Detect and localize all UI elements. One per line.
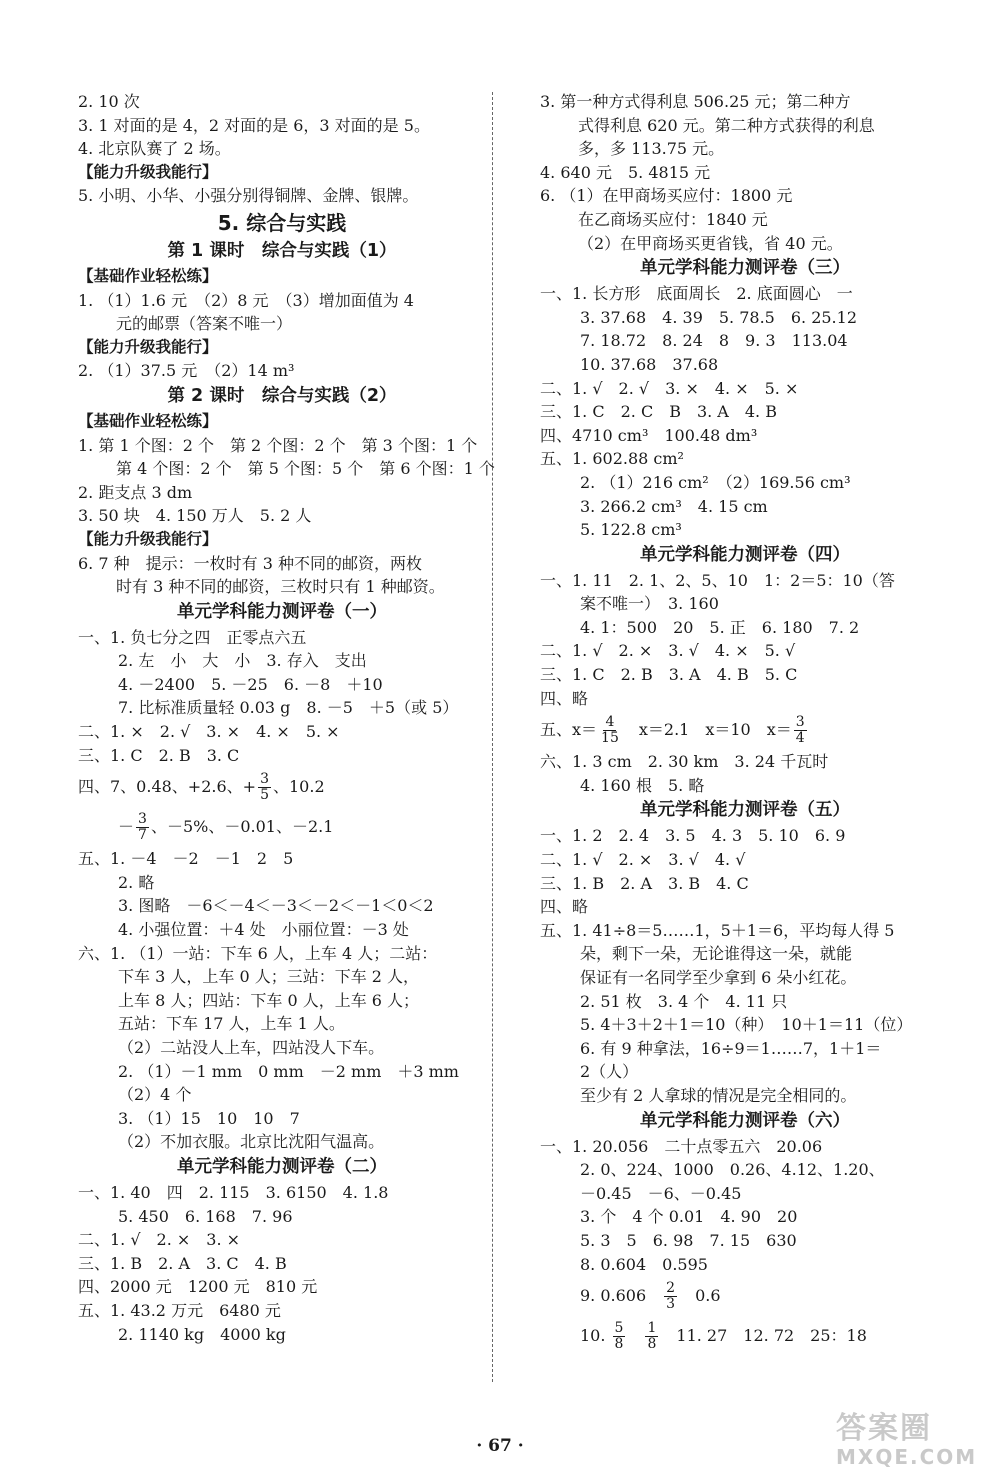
answer-line: 二、1. √ 2. × 3. ×: [78, 1230, 241, 1250]
section-heading: 5. 综合与实践: [217, 210, 347, 235]
fraction: [258, 772, 271, 803]
answer-line: 五、1. 602.88 cm²: [540, 449, 684, 469]
answer-line: 元的邮票（答案不唯一）: [116, 314, 293, 334]
answer-line: 2. 左 小 大 小 3. 存入 支出: [118, 651, 367, 671]
answer-line: 6. 有 9 种拿法，16÷9＝1……7，1＋1＝: [580, 1038, 882, 1058]
subsection-heading: 单元学科能力测评卷（三）: [640, 258, 850, 279]
answer-line: 保证有一名同学至少拿到 6 朵小红花。: [580, 968, 857, 987]
answer-line: 2. 0、224、1000 0.26、4.12、1.20、: [580, 1160, 885, 1180]
line-text: 9. 0.606: [580, 1286, 663, 1306]
answer-line: 4. －2400 5. －25 6. －8 ＋10: [118, 674, 383, 694]
answer-line: 10. 37.68 37.68: [580, 354, 719, 374]
answer-line: 2（人）: [580, 1062, 639, 1082]
answer-line: 2. （1）－1 mm 0 mm －2 mm ＋3 mm: [118, 1061, 459, 1081]
answer-line: 3. 1 对面的是 4，2 对面的是 6，3 对面的是 5。: [78, 115, 430, 135]
answer-line: 第 4 个图：2 个 第 5 个图：5 个 第 6 个图：1 个: [116, 459, 495, 479]
answer-line: 7. 18.72 8. 24 8 9. 3 113.04: [580, 331, 848, 351]
subsection-heading: 单元学科能力测评卷（五）: [640, 800, 850, 821]
answer-line: 一、1. 20.056 二十点零五六 20.06: [540, 1136, 823, 1156]
answer-line: 1. 第 1 个图：2 个 第 2 个图：2 个 第 3 个图：1 个: [78, 435, 478, 455]
answer-line: 案不唯一） 3. 160: [580, 594, 719, 614]
answer-line: 二、1. √ 2. √ 3. × 4. × 5. ×: [540, 378, 799, 398]
subsection-heading: 单元学科能力测评卷（一）: [177, 601, 387, 622]
exercise-tag: 【能力升级我能行】: [78, 162, 218, 181]
page-number: · 67 ·: [476, 1436, 524, 1456]
answer-line: 8. 0.604 0.595: [580, 1254, 708, 1274]
line-text: 10.: [580, 1326, 611, 1346]
fraction-numerator: 3: [138, 811, 147, 828]
fraction-denominator: 8: [614, 1336, 624, 1353]
line-text: 、－5%、－0.01、－2.1: [150, 817, 334, 837]
answer-line: 朵，剩下一朵，无论谁得这一朵，就能: [580, 944, 853, 964]
answer-line: 4. 北京队赛了 2 场。: [78, 139, 231, 159]
answer-line: [78, 767, 486, 807]
answer-line: 四、4710 cm³ 100.48 dm³: [540, 425, 758, 445]
answer-line: 五、1. 43.2 万元 6480 元: [78, 1300, 281, 1320]
answer-line: 一、1. 40 四 2. 115 3. 6150 4. 1.8: [78, 1182, 389, 1202]
answer-line: 五、1. －4 －2 －1 2 5: [78, 849, 294, 869]
fraction-numerator: 1: [647, 1320, 657, 1337]
answer-line: 二、1. √ 2. × 3. √ 4. × 5. √: [540, 641, 796, 661]
exercise-tag: 【能力升级我能行】: [78, 337, 218, 356]
exercise-tag: 【能力升级我能行】: [78, 529, 218, 548]
line-text: x＝2.1 x＝10 x＝: [622, 720, 792, 740]
fraction-denominator: 5: [260, 787, 269, 804]
line-text: 五、x＝: [540, 720, 598, 740]
fraction-denominator: 15: [601, 730, 619, 747]
line-text: 四、7、0.48、+2.6、+: [78, 777, 257, 797]
answer-line: 一、1. 负七分之四 正零点六五: [78, 627, 307, 647]
answer-line: 6. （1）在甲商场买应付：1800 元: [540, 186, 793, 206]
fraction: [645, 1321, 658, 1352]
fraction-denominator: 7: [138, 827, 147, 844]
answer-line: （2）在甲商场买更省钱，省 40 元。: [578, 233, 843, 253]
fraction: [794, 715, 807, 746]
answer-line: 下车 3 人，上车 0 人；三站：下车 2 人，: [118, 967, 420, 987]
column-divider: [492, 92, 493, 1382]
answer-line: －0.45 －6、－0.45: [580, 1183, 742, 1203]
exercise-tag: 【基础作业轻松练】: [78, 411, 218, 430]
answer-line: 三、1. B 2. A 3. C 4. B: [78, 1253, 287, 1273]
answer-line: 三、1. C 2. B 3. A 4. B 5. C: [540, 665, 798, 685]
fraction-numerator: 4: [605, 714, 615, 731]
fraction-denominator: 8: [647, 1336, 657, 1353]
answer-line: 2. （1）37.5 元 （2）14 m³: [78, 361, 295, 381]
answer-line: 2. 1140 kg 4000 kg: [118, 1324, 286, 1344]
fraction-numerator: 2: [666, 1280, 676, 1297]
answer-line: 3. 266.2 cm³ 4. 15 cm: [580, 496, 768, 516]
answer-line: 三、1. C 2. C B 3. A 4. B: [540, 402, 777, 422]
subsection-heading: 单元学科能力测评卷（六）: [640, 1110, 850, 1131]
answer-line: 3. （1）15 10 10 7: [118, 1108, 300, 1128]
answer-line: 六、1. （1）一站：下车 6 人，上车 4 人；二站：: [78, 943, 438, 963]
fraction-numerator: 3: [260, 771, 269, 788]
answer-line: 4. 640 元 5. 4815 元: [540, 162, 711, 182]
answer-line: 四、略: [540, 897, 589, 917]
answer-line: （2）不加衣服。北京比沈阳气温高。: [118, 1132, 385, 1152]
answer-line: 上车 8 人；四站：下车 0 人，上车 6 人；: [118, 990, 420, 1010]
answer-line: 5. 450 6. 168 7. 96: [118, 1206, 293, 1226]
answer-line: 2. 距支点 3 dm: [78, 482, 193, 502]
answer-line: 至少有 2 人拿球的情况是完全相同的。: [580, 1085, 857, 1105]
subsection-heading: 第 1 课时 综合与实践（1）: [167, 240, 397, 261]
exercise-tag: 【基础作业轻松练】: [78, 266, 218, 285]
answer-line: 5. 小明、小华、小强分别得铜牌、金牌、银牌。: [78, 186, 419, 206]
answer-line: 四、略: [540, 688, 589, 708]
line-text: 、10.2: [273, 777, 325, 797]
answer-line: 3. 个 4 个 0.01 4. 90 20: [580, 1207, 798, 1227]
answer-line: 式得利息 620 元。第二种方式获得的利息: [578, 115, 875, 135]
line-text: [627, 1326, 643, 1345]
answer-line: 3. 第一种方式得利息 506.25 元；第二种方: [540, 92, 851, 111]
answer-line: [78, 807, 486, 847]
answer-line: 4. 小强位置：＋4 处 小丽位置：－3 处: [118, 920, 409, 940]
watermark-line2: MXQE.COM: [836, 1445, 978, 1469]
fraction: [136, 812, 149, 843]
fraction: [664, 1281, 677, 1312]
answer-line: 7. 比标准质量轻 0.03 g 8. －5 ＋5（或 5）: [118, 698, 459, 718]
answer-line: 三、1. B 2. A 3. B 4. C: [540, 873, 749, 893]
answer-line: 多，多 113.75 元。: [578, 139, 725, 159]
fraction-numerator: 5: [614, 1320, 624, 1337]
answer-line: 六、1. 3 cm 2. 30 km 3. 24 千瓦时: [540, 752, 829, 772]
answer-line: [540, 710, 950, 750]
answer-line: 时有 3 种不同的邮资，三枚时只有 1 种邮资。: [116, 577, 445, 597]
answer-line: 4. 160 根 5. 略: [580, 775, 705, 795]
answer-line: 二、1. √ 2. × 3. √ 4. √: [540, 850, 746, 870]
answer-line: 6. 7 种 提示：一枚时有 3 种不同的邮资，两枚: [78, 553, 422, 573]
line-text: －: [118, 817, 135, 837]
answer-line: 2. 51 枚 3. 4 个 4. 11 只: [580, 991, 788, 1011]
answer-line: 二、1. × 2. √ 3. × 4. × 5. ×: [78, 722, 340, 742]
subsection-heading: 单元学科能力测评卷（四）: [640, 544, 850, 565]
fraction: [599, 715, 621, 746]
answer-line: 2. 10 次: [78, 92, 140, 111]
answer-line: 三、1. C 2. B 3. C: [78, 745, 240, 765]
answer-line: 3. 37.68 4. 39 5. 78.5 6. 25.12: [580, 307, 858, 327]
answer-line: [540, 1276, 950, 1316]
subsection-heading: 单元学科能力测评卷（二）: [177, 1156, 387, 1177]
subsection-heading: 第 2 课时 综合与实践（2）: [167, 385, 397, 406]
answer-line: 五站：下车 17 人，上车 1 人。: [118, 1014, 345, 1034]
answer-line: 2. （1）216 cm² （2）169.56 cm³: [580, 472, 851, 492]
answer-line: 1. （1）1.6 元 （2）8 元 （3）增加面值为 4: [78, 290, 414, 310]
answer-line: 3. 50 块 4. 150 万人 5. 2 人: [78, 506, 312, 526]
right-column: [540, 90, 950, 1356]
answer-line: 四、2000 元 1200 元 810 元: [78, 1277, 318, 1297]
answer-line: （2）二站没人上车，四站没人下车。: [118, 1038, 385, 1057]
answer-line: [540, 1316, 950, 1356]
fraction-denominator: 3: [666, 1296, 676, 1313]
answer-line: 一、1. 2 2. 4 3. 5 4. 3 5. 10 6. 9: [540, 826, 846, 846]
answer-line: 2. 略: [118, 872, 155, 892]
answer-line: 五、1. 41÷8＝5……1，5＋1＝6，平均每人得 5: [540, 920, 895, 940]
fraction-numerator: 3: [795, 714, 805, 731]
left-column: [78, 90, 495, 1346]
answer-line: 一、1. 长方形 底面周长 2. 底面圆心 一: [540, 284, 853, 304]
answer-line: 在乙商场买应付：1840 元: [578, 209, 768, 229]
line-text: 0.6: [679, 1286, 721, 1306]
answer-line: 一、1. 11 2. 1、2、5、10 1：2＝5：10（答: [540, 570, 895, 590]
watermark-line1: 答案圈: [836, 1411, 932, 1446]
fraction-denominator: 4: [795, 730, 805, 747]
answer-line: （2）4 个: [118, 1085, 192, 1105]
answer-line: 3. 图略 －6＜－4＜－3＜－2＜－1＜0＜2: [118, 896, 434, 916]
answer-line: 5. 4＋3＋2＋1＝10（种） 10＋1＝11（位）: [580, 1015, 913, 1035]
watermark-logo: [836, 1412, 986, 1472]
answer-line: 4. 1：500 20 5. 正 6. 180 7. 2: [580, 617, 860, 637]
fraction: [613, 1321, 626, 1352]
line-text: 11. 27 12. 72 25：18: [660, 1326, 867, 1346]
answer-line: 5. 3 5 6. 98 7. 15 630: [580, 1230, 797, 1250]
answer-line: 5. 122.8 cm³: [580, 520, 682, 540]
